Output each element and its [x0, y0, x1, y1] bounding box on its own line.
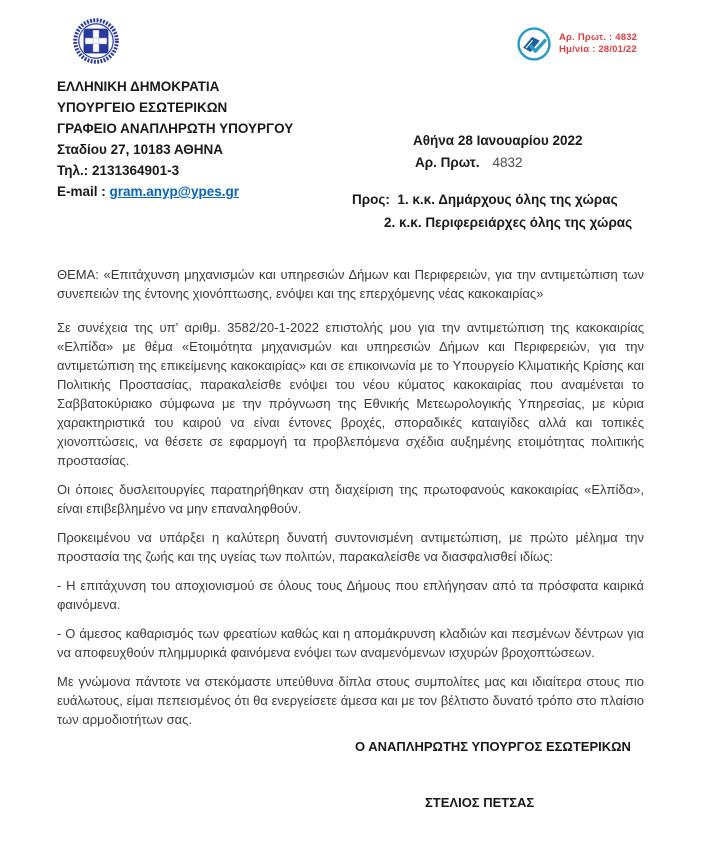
letter-header: [0, 0, 702, 265]
document-check-icon: [516, 26, 552, 62]
greek-coat-of-arms-icon: [72, 17, 120, 65]
org-line-ministry: ΥΠΟΥΡΓΕΙΟ ΕΣΩΤΕΡΙΚΩΝ: [57, 100, 228, 115]
body-bullet-paragraph: - Ο άμεσος καθαρισμός των φρεατίων καθώς και η απομάκρυνση κλαδιών και πεσμένων δέντρων για να αποφευχθούν πλημμυρικά φαινόμενα ενόψει των αναμενόμενων ισχυρών βροχοπτώσεων.: [57, 626, 644, 660]
body-paragraph: Σε συνέχεια της υπ’ αριθμ. 3582/20-1-2022 επιστολής μου για την αντιμετώπιση της κακοκαιρίας «Ελπίδα» με θέμα «Ετοιμότητα μηχανισμών και υπηρεσιών Δήμων και Περιφερειών, για την αντιμετώπιση της επικείμενης κακοκαιρίας» και σε επικοινωνία με το Υπουργείο Κλιματικής Κρίσης και Πολιτικής Προστασίας, παρακαλείσθε ενόψει του νέου κύματος κακοκαιρίας που αναμένεται το Σαββατοκύριακο σύμφωνα με την πρόγνωση της Εθνικής Μετεωρολογικής Υπηρεσίας, με κύρια χαρακτηριστικά του καιρού να είναι έντονες βροχές, σποραδικές καταιγίδες αλλά και τοπικές χιονοπτώσεις, να θέσετε σε εφαρμογή τα προβλεπόμενα σχέδια αυξημένης ετοιμότητας πολιτικής προστασίας.: [57, 320, 644, 468]
subject-paragraph: ΘΕΜΑ: «Επιτάχυνση μηχανισμών και υπηρεσιών Δήμων και Περιφερειών, για την αντιμετώπιση των συνεπειών της έντονης χιονόπτωσης, ενόψει και της επερχόμενης νέας κακοκαιρίας»: [57, 267, 644, 301]
body-paragraph: Προκειμένου να υπάρξει η καλύτερη δυνατή συντονισμένη αντιμετώπιση, με πρώτο μέλημα την προστασία της ζωής και της υγείας των πολιτών, παρακαλείσθε να διασφαλισθεί ιδίως:: [57, 530, 644, 564]
signature-block: [0, 739, 702, 810]
org-line-office: ΓΡΑΦΕΙΟ ΑΝΑΠΛΗΡΩΤΗ ΥΠΟΥΡΓΟΥ: [57, 121, 294, 136]
org-line-republic: ΕΛΛΗΝΙΚΗ ΔΗΜΟΚΡΑΤΙΑ: [57, 79, 220, 94]
stamp-text: [559, 32, 637, 56]
body-bullet-paragraph: - Η επιτάχυνση του αποχιονισμού σε όλους τους Δήμους που επλήγησαν από τα πρόσφατα καιρικά φαινόμενα.: [57, 578, 644, 612]
body-paragraph: Με γνώμονα πάντοτε να στεκόμαστε υπεύθυνα δίπλα στους συμπολίτες μας και ιδιαίτερα στους πιο ευάλωτους, είμαι πεπεισμένος ότι θα ενεργείσετε άμεσα και με τον βέλτιστο δυνατό τρόπο στο πλαίσιο των αρμοδιοτήτων σας.: [57, 674, 644, 727]
recipient-line: [352, 189, 632, 212]
recipient-governors: 2. κ.κ. Περιφερειάρχες όλης της χώρας: [384, 214, 633, 230]
recipient-line: [352, 212, 632, 235]
recipients-label: Προς:: [352, 192, 390, 207]
body-paragraph: Οι όποιες δυσλειτουργίες παρατηρήθηκαν στη διαχείριση της πρωτοφανούς κακοκαιρίας «Ελπίδα», είναι επιβεβλημένο να μην επαναληφθούν.: [57, 482, 644, 516]
email-line: [57, 181, 293, 202]
protocol-number: 4832: [492, 155, 523, 170]
address-line: Σταδίου 27, 10183 ΑΘΗΝΑ: [57, 142, 224, 157]
protocol-line: [415, 155, 523, 170]
stamp-protocol-number: Αρ. Πρωτ. : 4832: [559, 32, 638, 43]
phone-line: Τηλ.: 2131364901-3: [57, 163, 180, 178]
signatory-title: Ο ΑΝΑΠΛΗΡΩΤΗΣ ΥΠΟΥΡΓΟΣ ΕΣΩΤΕΡΙΚΩΝ: [355, 739, 631, 754]
letter-body: [0, 265, 702, 729]
protocol-label: Αρ. Πρωτ.: [415, 155, 480, 170]
email-label: E-mail :: [57, 184, 110, 199]
protocol-stamp: [516, 26, 637, 62]
email-link[interactable]: gram.anyp@ypes.gr: [109, 184, 239, 199]
signatory-name: ΣΤΕΛΙΟΣ ΠΕΤΣΑΣ: [425, 795, 535, 810]
recipient-mayors: 1. κ.κ. Δημάρχους όλης της χώρας: [397, 192, 618, 207]
stamp-date: Ημ/νία : 28/01/22: [559, 44, 637, 55]
recipients-block: [352, 189, 632, 234]
letterhead: [57, 76, 293, 202]
city-date-line: Αθήνα 28 Ιανουαρίου 2022: [413, 133, 583, 148]
